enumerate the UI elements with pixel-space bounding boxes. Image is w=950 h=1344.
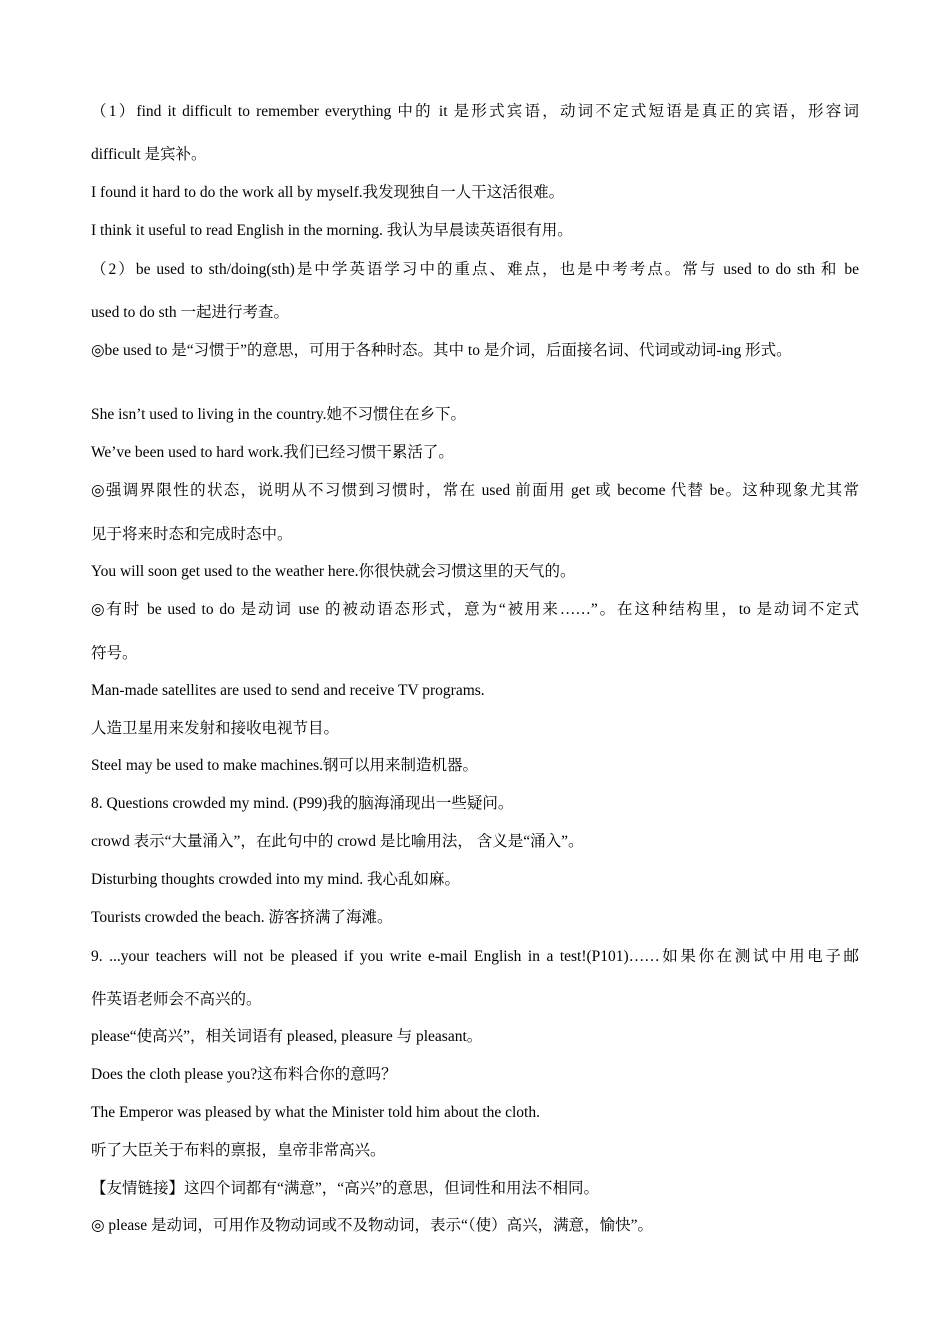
- text-line: ◎ please 是动词，可用作及物动词或不及物动词，表示“（使）高兴，满意，愉快”。: [91, 1217, 654, 1234]
- text-line: 听了大臣关于布料的禀报，皇帝非常高兴。: [91, 1142, 386, 1159]
- text-line: The Emperor was pleased by what the Minister told him about the cloth.: [91, 1104, 540, 1121]
- text-line: 【友情链接】这四个词都有“满意”，“高兴”的意思，但词性和用法不相同。: [91, 1180, 600, 1197]
- text-line: 9. ...your teachers will not be pleased if you write e-mail English in a test!(P101)……如果你在测试中用电子邮: [91, 948, 859, 965]
- text-line: 件英语老师会不高兴的。: [91, 991, 262, 1008]
- text-line: crowd 表示“大量涌入”，在此句中的 crowd 是比喻用法， 含义是“涌入”。: [91, 833, 584, 850]
- text-line: I found it hard to do the work all by myself.我发现独自一人干这活很难。: [91, 184, 565, 201]
- text-line: ◎be used to 是“习惯于”的意思，可用于各种时态。其中 to 是介词，后面接名词、代词或动词-ing 形式。: [91, 342, 792, 359]
- text-line: 符号。: [91, 645, 138, 662]
- text-line: 见于将来时态和完成时态中。: [91, 526, 293, 543]
- text-line: difficult 是宾补。: [91, 146, 207, 163]
- text-line: ◎有时 be used to do 是动词 use 的被动语态形式，意为“被用来……”。在这种结构里，to 是动词不定式: [91, 601, 859, 618]
- text-line: 8. Questions crowded my mind. (P99)我的脑海涌现出一些疑问。: [91, 795, 514, 812]
- text-line: 人造卫星用来发射和接收电视节目。: [91, 720, 340, 737]
- text-line: Man-made satellites are used to send and receive TV programs.: [91, 682, 485, 699]
- text-line: Tourists crowded the beach. 游客挤满了海滩。: [91, 909, 393, 926]
- text-line: You will soon get used to the weather here.你很快就会习惯这里的天气的。: [91, 563, 576, 580]
- text-line: Steel may be used to make machines.钢可以用来制造机器。: [91, 757, 479, 774]
- text-line: （2）be used to sth/doing(sth)是中学英语学习中的重点、难点，也是中考考点。常与 used to do sth 和 be: [91, 261, 859, 278]
- text-line: （1）find it difficult to remember everything 中的 it 是形式宾语，动词不定式短语是真正的宾语，形容词: [91, 103, 859, 120]
- text-line: Does the cloth please you?这布料合你的意吗？: [91, 1066, 397, 1083]
- text-line: used to do sth 一起进行考查。: [91, 304, 290, 321]
- text-line: ◎强调界限性的状态，说明从不习惯到习惯时，常在 used 前面用 get 或 become 代替 be。这种现象尤其常: [91, 482, 859, 499]
- text-line: I think it useful to read English in the morning. 我认为早晨读英语很有用。: [91, 222, 573, 239]
- text-line: She isn’t used to living in the country.她不习惯住在乡下。: [91, 406, 466, 423]
- text-line: Disturbing thoughts crowded into my mind. 我心乱如麻。: [91, 871, 460, 888]
- text-line: please“使高兴”，相关词语有 pleased, pleasure 与 pleasant。: [91, 1028, 483, 1045]
- text-line: We’ve been used to hard work.我们已经习惯干累活了。: [91, 444, 454, 461]
